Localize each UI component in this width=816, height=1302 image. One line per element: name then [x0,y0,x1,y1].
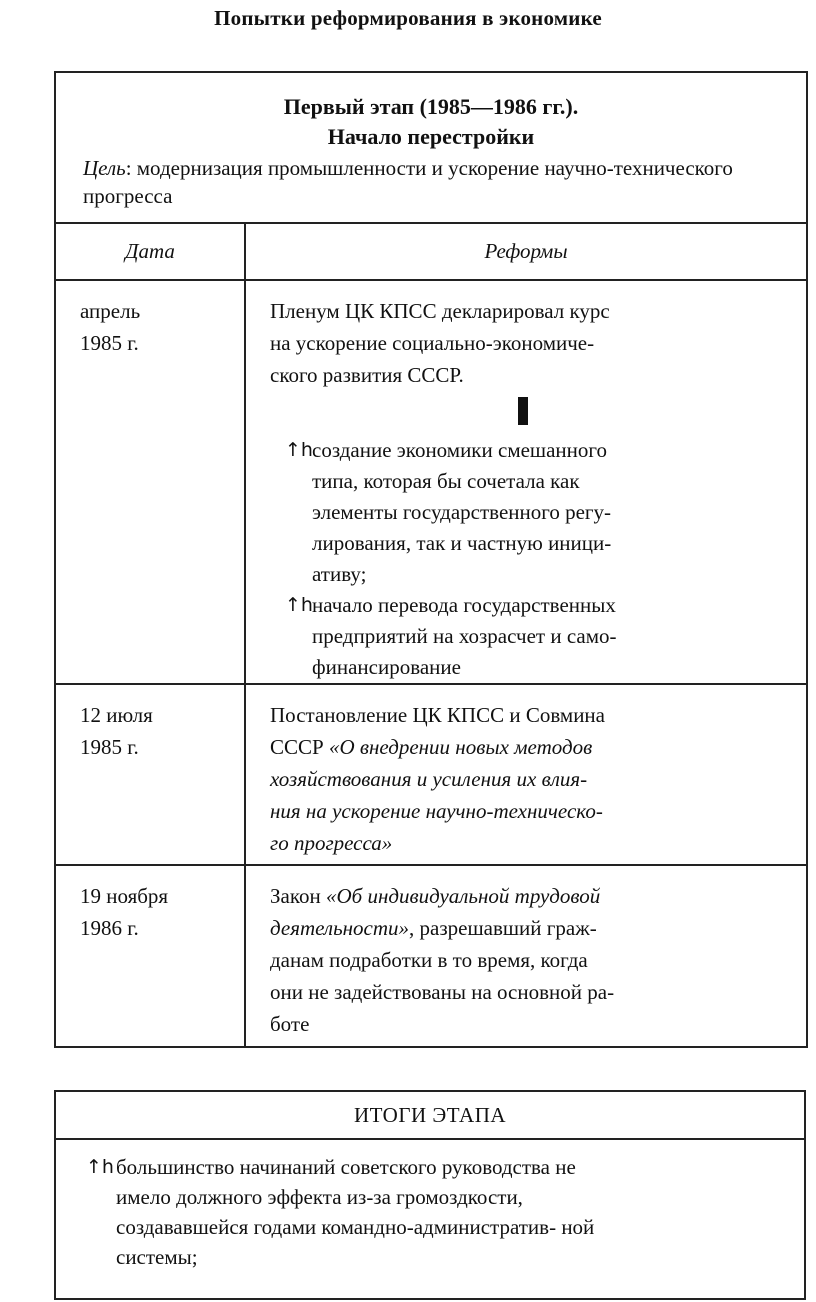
summary-table [54,1090,806,1300]
summary-line: имело должного эффекта из-за громоздкости, [116,1185,523,1209]
law-title: деятельности» [270,916,410,940]
summary-heading: ИТОГИ ЭТАПА [55,1091,805,1139]
table-row [55,684,807,865]
list-item [86,1152,768,1272]
goal-label: Цель [83,156,126,180]
summary-line: системы; [116,1245,198,1269]
text-cursor-marker [518,397,528,425]
reform-text-line: данам подработки в то время, когда [270,948,588,972]
reform-text-line: боте [270,1012,310,1036]
row-reform [245,280,807,684]
reform-text-line [270,912,766,944]
table-row [55,865,807,1047]
row-date-line: 1986 г. [80,916,139,940]
table-row [55,280,807,684]
reform-text-line: они не задействованы на основной ра- [270,980,615,1004]
page-title: Попытки реформирования в экономике [214,6,602,30]
bullet-line: элементы государственного регу- [312,500,612,524]
stage-goal [56,154,806,210]
reform-text-part: Закон [270,884,326,908]
bullet-line: лирования, так и частную иници- [312,531,612,555]
summary-body [55,1139,805,1299]
bullet-line: создание экономики смешанного [312,438,607,462]
list-item [270,435,766,590]
reform-text-part: СССР [270,735,329,759]
stage-title: Первый этап (1985—1986 гг.). [283,94,579,119]
bullet-glyph: ↑h [285,439,313,461]
column-header-date: Дата [55,223,245,280]
decree-title-line: го прогресса» [270,831,393,855]
row-date [55,865,245,1047]
decree-title-line: ния на ускорение научно-техническо- [270,799,603,823]
row-date-line: 1985 г. [80,735,139,759]
bullet-glyph: ↑h [285,594,313,616]
reform-text-line: Пленум ЦК КПСС декларировал курс [270,299,610,323]
reform-text-line: Постановление ЦК КПСС и Совмина [270,703,605,727]
row-reform [245,865,807,1047]
goal-text: : модернизация промышленности и ускорение научно-технического прогресса [83,156,733,208]
row-date-line: 19 ноября [80,884,169,908]
reform-text-line: на ускорение социально-экономиче- [270,331,595,355]
row-date-line: апрель [80,299,141,323]
reform-text-line: ского развития СССР. [270,363,464,387]
bullet-line: предприятий на хозрасчет и само- [312,624,617,648]
bullet-line: финансирование [312,655,461,679]
bullet-line: типа, которая бы сочетала как [312,469,580,493]
reform-text-part: , разрешавший граж- [409,916,597,940]
reforms-table [54,71,808,1048]
row-date [55,280,245,684]
stage-header [55,72,807,223]
reform-text-line [270,880,766,912]
bullet-glyph: ↑h [86,1156,114,1178]
column-header-reforms: Реформы [245,223,807,280]
reform-bullets [270,435,766,683]
law-title: «Об индивидуальной трудовой [325,884,601,908]
list-item [270,590,766,683]
bullet-line: ативу; [312,562,367,586]
summary-line: создававшейся годами командно-административ- ной [116,1215,595,1239]
row-date-line: 12 июля [80,703,153,727]
stage-subtitle: Начало перестройки [327,124,535,149]
row-date [55,684,245,865]
bullet-line: начало перевода государственных [312,593,616,617]
row-reform [245,684,807,865]
reform-text-line [270,731,766,763]
row-date-line: 1985 г. [80,331,139,355]
summary-line: большинство начинаний советского руководства не [116,1155,576,1179]
decree-title-line: хозяйствования и усиления их влия- [270,767,588,791]
decree-title: «О внедрении новых методов [328,735,593,759]
